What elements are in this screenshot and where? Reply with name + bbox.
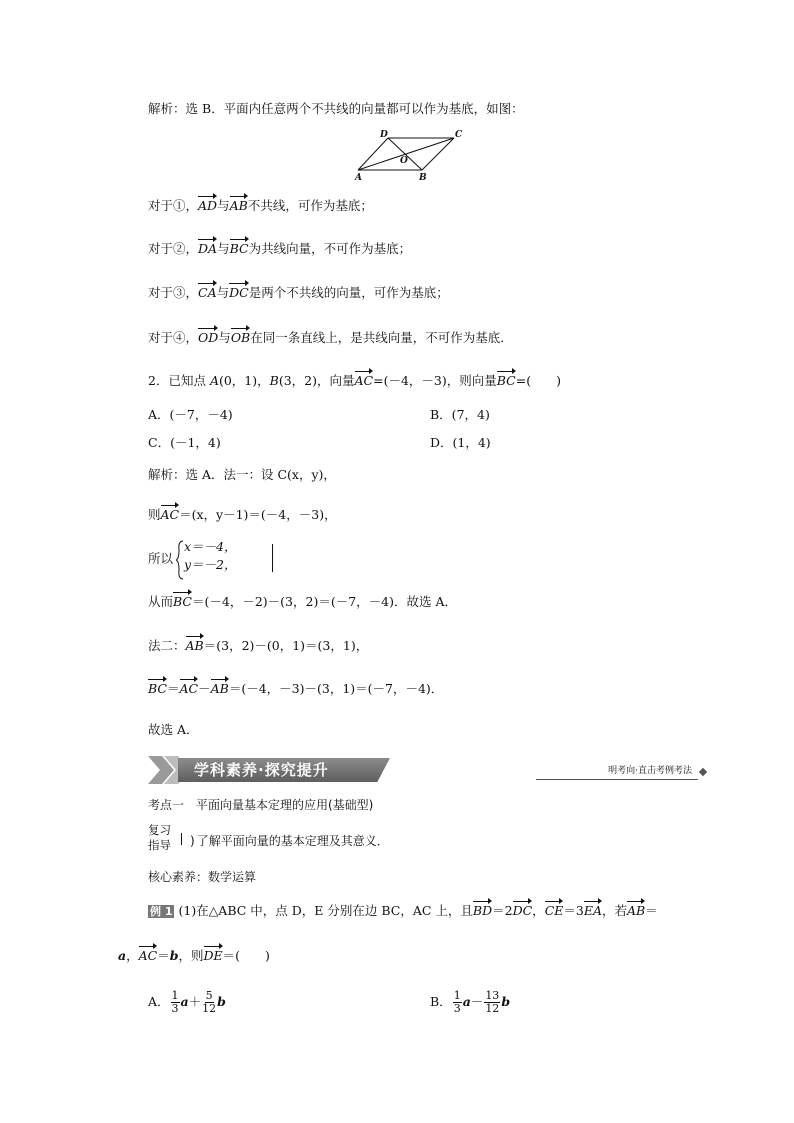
ex1-part: ＝( ): [222, 948, 270, 963]
point-a: A: [209, 373, 219, 388]
l4-pre: 从而: [148, 594, 174, 609]
fraction: [202, 990, 216, 1015]
frac-num: 1: [171, 989, 179, 1002]
operator: －: [470, 994, 484, 1009]
operator: ＋: [188, 994, 202, 1009]
l4-post: ＝(－4，－2)－(3，2)＝(－7，－4)．故选 A．: [192, 594, 457, 609]
item4-post: 在同一条直线上，是共线向量，不可作为基底．: [250, 330, 513, 345]
q2-part: =(－4，－3)，则向量: [373, 373, 497, 388]
ex1-part: ，则: [178, 948, 204, 963]
vector-a: a: [180, 994, 189, 1009]
vector-b: b: [217, 994, 226, 1009]
vector-ob: OB: [230, 330, 251, 345]
frac-num: 5: [205, 989, 213, 1002]
l6-post: ＝(－4，－3)－(3，1)＝(－7，－4)．: [228, 681, 444, 696]
ex1-part: ＝2: [492, 903, 513, 918]
vector-a: a: [462, 994, 471, 1009]
banner-title: 学科素养·探究提升: [194, 761, 329, 779]
l5-post: ＝(3，2)－(0，1)＝(3，1)，: [203, 638, 369, 653]
vector-ca: CA: [198, 285, 217, 300]
analysis2-line2: [148, 507, 337, 523]
vector-bc: BC: [496, 373, 516, 388]
ex1-part: ，: [126, 948, 139, 963]
item1-pre: 对于①，: [148, 198, 199, 213]
frac-num: 13: [485, 989, 500, 1002]
fraction: [171, 990, 180, 1015]
analysis2-line5: [148, 638, 368, 654]
ex1-part: ＝: [645, 903, 658, 918]
frac-den: 3: [453, 1002, 461, 1015]
vector-dc: DC: [512, 903, 533, 918]
vector-b: b: [501, 994, 511, 1009]
system-eq2: y＝－2，: [184, 557, 237, 572]
kaodian-title: 考点一 平面向量基本定理的应用(基础型): [148, 798, 374, 812]
frac-den: 12: [485, 1002, 500, 1015]
q2-option-c: C．(－1，4): [148, 435, 221, 450]
label-d: D: [380, 130, 388, 140]
item1-post: 不共线，可作为基底；: [247, 198, 373, 213]
guide-paren: ): [190, 834, 195, 848]
vector-da: DA: [198, 241, 218, 256]
opt-label: B．: [430, 994, 452, 1009]
vector-bc: BC: [148, 681, 167, 696]
example1-line1: [148, 903, 658, 919]
ex1-part: ＝: [157, 948, 170, 963]
vector-b: b: [169, 948, 179, 963]
question-2-stem: [148, 373, 561, 389]
vector-ab: AB: [185, 638, 204, 653]
vector-ad: AD: [198, 198, 218, 213]
analysis2-line1: 解析：选 A．法一：设 C(x，y)，: [148, 467, 336, 482]
analysis2-line7: 故选 A．: [148, 722, 199, 737]
vector-od: OD: [198, 330, 219, 345]
item4-mid: 与: [218, 330, 231, 345]
q2-part: =( ): [515, 373, 561, 388]
guide-text-body: 了解平面向量的基本定理及其意义．: [196, 834, 389, 848]
q2-part: (3，2)，向量: [278, 373, 355, 388]
section-banner: [148, 756, 708, 784]
label-o: O: [400, 156, 408, 166]
label-a: A: [355, 173, 362, 182]
guide-text: [190, 833, 389, 849]
guide-label-bottom: 指导: [148, 838, 171, 852]
example1-option-b: [430, 988, 510, 1016]
item2-mid: 与: [217, 241, 230, 256]
vector-bc: BC: [173, 594, 192, 609]
vector-a: a: [118, 948, 127, 963]
analysis1-item2: [148, 241, 411, 257]
system-eq1: x＝－4，: [184, 539, 237, 554]
vector-de: DE: [203, 948, 223, 963]
banner-right-text: 明考向·直击考例考法: [608, 766, 692, 776]
fraction: [484, 990, 500, 1015]
analysis1-item4: [148, 330, 513, 346]
vector-bc: BC: [229, 241, 249, 256]
example-tag: 例 1: [150, 905, 173, 918]
analysis2-line4: [148, 594, 457, 610]
fraction: [453, 990, 462, 1015]
vector-ac: AC: [138, 948, 158, 963]
analysis1-item1: [148, 198, 373, 214]
vector-ac: AC: [160, 507, 180, 522]
label-b: B: [419, 173, 427, 182]
q2-option-a: A．(－7，－4): [148, 407, 233, 422]
item3-mid: 与: [216, 285, 230, 300]
item2-pre: 对于②，: [148, 241, 199, 256]
analysis2-line3-label: 所以: [148, 551, 174, 566]
point-b: B: [269, 373, 279, 388]
vector-ac: AC: [354, 373, 374, 388]
frac-den: 12: [202, 1002, 217, 1015]
example1-option-a: [148, 988, 226, 1016]
example1-line2: [118, 948, 270, 964]
vector-dc: DC: [229, 285, 249, 300]
analysis1-item3: [148, 285, 449, 301]
vector-ea: EA: [583, 903, 602, 918]
item1-mid: 与: [217, 198, 230, 213]
vector-ab: AB: [627, 903, 646, 918]
q2-part: (0，1)，: [218, 373, 270, 388]
opt-label: A．: [148, 994, 170, 1009]
l6-eq: ＝: [166, 681, 180, 696]
vector-bd: BD: [472, 903, 493, 918]
item4-pre: 对于④，: [148, 330, 199, 345]
guide-divider: [181, 833, 183, 845]
q2-option-b: B．(7，4): [430, 407, 490, 422]
vector-ac: AC: [179, 681, 199, 696]
ex1-part: (1)在△ABC 中，点 D，E 分别在边 BC，AC 上，且: [178, 903, 473, 918]
ex1-part: ，若: [602, 903, 628, 918]
item2-post: 为共线向量，不可作为基底；: [248, 241, 412, 256]
banner-rule: [536, 779, 698, 780]
l2-pre: 则: [148, 507, 161, 522]
q2-part: 2．已知点: [148, 373, 210, 388]
frac-num: 1: [453, 989, 461, 1002]
vector-ce: CE: [544, 903, 564, 918]
q2-option-d: D．(1，4): [430, 435, 491, 450]
analysis2-line6: [148, 681, 443, 697]
vector-ab: AB: [210, 681, 229, 696]
label-c: C: [455, 130, 463, 140]
system-divider: [272, 544, 274, 572]
item3-post: 是两个不共线的向量，可作为基底；: [248, 285, 449, 300]
frac-den: 3: [171, 1002, 179, 1015]
ex1-part: ，: [532, 903, 545, 918]
core-literacy: 核心素养：数学运算: [148, 870, 257, 884]
diamond-icon: [699, 768, 707, 776]
l2-post: ＝(x，y－1)＝(－4，－3)，: [179, 507, 337, 522]
vector-ab: AB: [229, 198, 248, 213]
l5-pre: 法二：: [148, 638, 186, 653]
analysis1-intro: 解析：选 B．平面内任意两个不共线的向量都可以作为基底，如图：: [148, 101, 524, 116]
ex1-part: ＝3: [563, 903, 584, 918]
left-brace-icon: [176, 540, 184, 580]
item3-pre: 对于③，: [148, 285, 199, 300]
parallelogram-figure: [352, 128, 472, 182]
l6-minus: －: [198, 681, 211, 696]
guide-label-top: 复习: [148, 823, 171, 837]
